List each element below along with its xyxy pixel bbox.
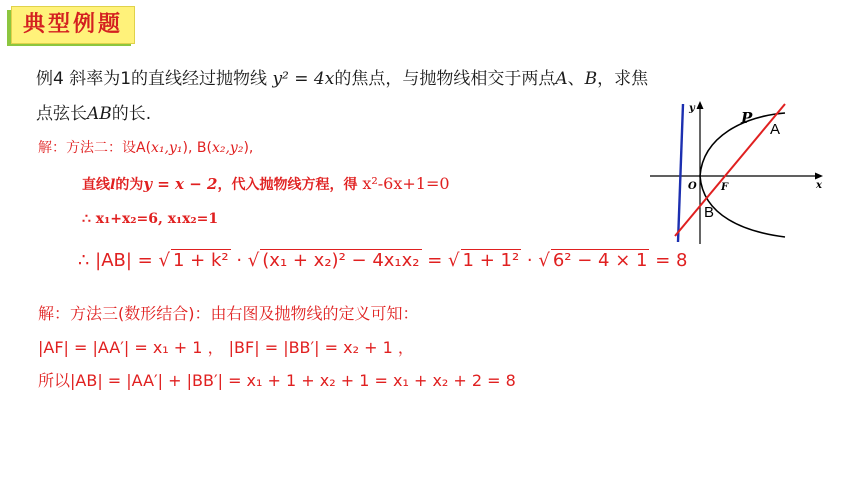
point-a-label: A bbox=[770, 121, 781, 138]
y-axis-arrow bbox=[697, 101, 704, 109]
method2-mid-text: ), B( bbox=[182, 140, 212, 156]
problem-text-2b: 的长. bbox=[111, 104, 152, 124]
problem-text-1b: 的焦点，与抛物线相交于两点 bbox=[334, 69, 556, 89]
problem-sep: 、 bbox=[567, 69, 585, 89]
dot-1: · bbox=[230, 250, 248, 271]
chord-result: = 8 bbox=[649, 250, 688, 271]
method3-line-2: 所以|AB| = |AA′| + |BB′| = x₁ + 1 + x₂ + 1 = x₁ + x₂ + 2 = 8 bbox=[38, 371, 516, 390]
line-text-b: 的为 bbox=[115, 177, 144, 193]
sqrt-4: √ 6² − 4 × 1 bbox=[538, 250, 648, 271]
directrix-line bbox=[678, 104, 683, 242]
problem-text-1a: 例4 斜率为1的直线经过抛物线 bbox=[36, 69, 273, 89]
dot-2: · bbox=[521, 250, 539, 271]
point-b-label: B bbox=[704, 204, 715, 221]
line-text-a: 直线 bbox=[82, 177, 110, 193]
method2-head-text: 解：方法二：设A( bbox=[38, 140, 152, 156]
quadratic-equation: x²-6x+1=0 bbox=[362, 174, 450, 193]
a-coordinates: x₁,y₁ bbox=[151, 140, 183, 156]
sqrt-1: √ 1 + k² bbox=[158, 250, 229, 271]
segment-ab-symbol: AB bbox=[87, 104, 112, 124]
line-equation: y = x − 2 bbox=[143, 175, 218, 193]
method2-tail-text: ), bbox=[243, 140, 254, 156]
method2-line-equation bbox=[82, 174, 450, 194]
point-a-symbol: A bbox=[555, 69, 568, 89]
title-badge bbox=[7, 6, 135, 46]
b-coordinates: x₂,y₂ bbox=[211, 140, 244, 156]
problem-line-1 bbox=[36, 64, 648, 89]
x-axis-arrow bbox=[815, 173, 823, 180]
y-axis-label: y bbox=[689, 103, 695, 114]
method3-line-1: |AF| = |AA′| = x₁ + 1 ， |BF| = |BB′| = x₂ + 1 ， bbox=[38, 338, 414, 357]
sqrt-2: √ (x₁ + x₂)² − 4x₁x₂ bbox=[247, 250, 420, 271]
origin-label: O bbox=[688, 181, 697, 192]
parabola-diagram bbox=[645, 96, 830, 248]
parabola-equation: y² = 4x bbox=[272, 69, 335, 89]
method3-heading: 解：方法三(数形结合)：由右图及抛物线的定义可知： bbox=[38, 304, 419, 323]
method2-heading bbox=[38, 137, 253, 157]
problem-text-1c: ，求焦 bbox=[597, 69, 649, 89]
equals-1: = bbox=[421, 250, 449, 271]
sqrt-3: √ 1 + 1² bbox=[448, 250, 520, 271]
vieta-result: ∴ x₁+x₂=6, x₁x₂=1 bbox=[82, 211, 219, 227]
focal-chord-line bbox=[675, 104, 785, 236]
curve-label: P bbox=[741, 109, 753, 127]
section-title: 典型例题 bbox=[11, 6, 135, 44]
line-name-l: l bbox=[110, 177, 116, 193]
point-b-symbol: B bbox=[584, 69, 598, 89]
line-text-c: ，代入抛物线方程，得 bbox=[217, 177, 363, 193]
problem-line-2 bbox=[36, 99, 151, 124]
x-axis-label: x bbox=[816, 180, 822, 191]
focus-label: F bbox=[721, 182, 729, 193]
chord-length-formula bbox=[78, 250, 687, 271]
chord-head: ∴ |AB| = bbox=[78, 250, 159, 271]
problem-text-2a: 点弦长 bbox=[36, 104, 87, 124]
